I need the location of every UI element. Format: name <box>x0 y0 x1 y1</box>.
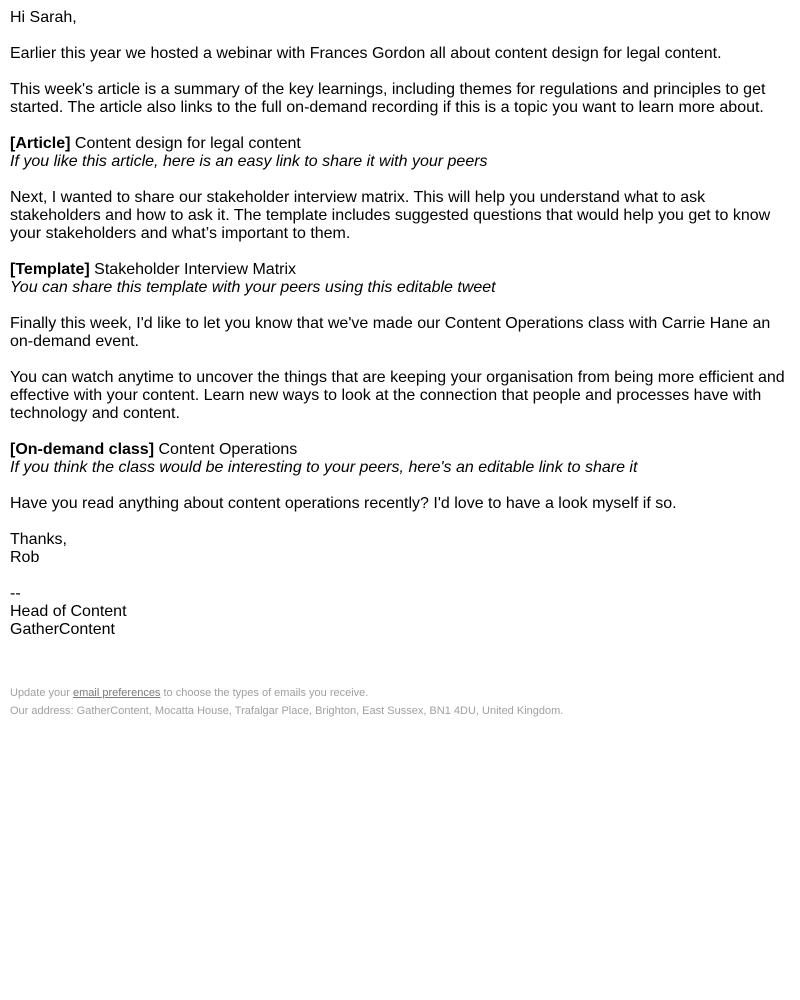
template-tag: [Template] <box>10 261 90 278</box>
class-intro-paragraph: Finally this week, I'd like to let you know that we've made our Content Operations class with Carrie Hane an on-demand event. <box>10 315 771 350</box>
class-title[interactable]: Content Operations <box>158 441 298 458</box>
signoff <box>10 531 790 567</box>
class-block <box>10 441 790 477</box>
template-share-link[interactable]: You can share this template with your peers using this editable tweet <box>10 279 496 296</box>
preferences-line <box>10 684 790 702</box>
signature-role: Head of Content <box>10 603 127 620</box>
greeting: Hi Sarah, <box>10 9 77 26</box>
footer-address: Our address: GatherContent, Mocatta House, Trafalgar Place, Brighton, East Sussex, BN1 4DU, United Kingdom. <box>10 705 564 717</box>
intro-paragraph: Earlier this year we hosted a webinar with Frances Gordon all about content design for legal content. <box>10 45 722 62</box>
preferences-text-before: Update your <box>10 687 70 699</box>
article-link[interactable] <box>10 135 790 153</box>
class-tag: [On-demand class] <box>10 441 155 458</box>
template-link[interactable] <box>10 261 790 279</box>
class-share-link[interactable]: If you think the class would be interesting to your peers, here's an editable link to share it <box>10 459 638 476</box>
signoff-thanks: Thanks, <box>10 531 67 548</box>
summary-paragraph: This week's article is a summary of the key learnings, including themes for regulations and principles to get started. The article also links to the full on-demand recording if this is a topic you want to learn more about. <box>10 81 766 116</box>
email-footer <box>10 684 790 720</box>
signature-company: GatherContent <box>10 621 115 638</box>
email-body <box>10 9 790 720</box>
question-paragraph: Have you read anything about content operations recently? I'd love to have a look myself if so. <box>10 495 677 512</box>
template-block <box>10 261 790 297</box>
signoff-name: Rob <box>10 549 40 566</box>
preferences-text-after: to choose the types of emails you receive. <box>163 687 369 699</box>
matrix-paragraph: Next, I wanted to share our stakeholder interview matrix. This will help you understand what to ask stakeholders and how to ask it. The template includes suggested questions that would help you get to know your stakeholders and what’s important to them. <box>10 189 771 242</box>
template-title[interactable]: Stakeholder Interview Matrix <box>94 261 297 278</box>
article-title[interactable]: Content design for legal content <box>74 135 301 152</box>
article-block <box>10 135 790 171</box>
class-detail-paragraph: You can watch anytime to uncover the things that are keeping your organisation from being more efficient and effective with your content. Learn new ways to look at the connection that people and processes have with technology and content. <box>10 369 785 422</box>
article-tag: [Article] <box>10 135 71 152</box>
email-preferences-link[interactable]: email preferences <box>73 687 161 699</box>
signature <box>10 585 790 639</box>
article-share-link[interactable]: If you like this article, here is an easy link to share it with your peers <box>10 153 488 170</box>
class-link[interactable] <box>10 441 790 459</box>
signature-separator: -- <box>10 585 21 602</box>
